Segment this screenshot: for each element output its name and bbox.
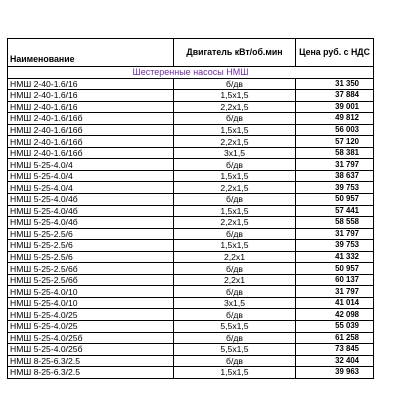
cell-name: НМШ 2-40-1.6/16	[8, 78, 174, 90]
cell-engine: б/дв	[174, 228, 296, 240]
cell-name: НМШ 5-25-2.5/6б	[8, 274, 174, 286]
cell-name: НМШ 5-25-4.0/25б	[8, 344, 174, 356]
table-row	[8, 286, 374, 298]
cell-engine: 3х1,5	[174, 147, 296, 159]
cell-name: НМШ 2-40-1.6/16б	[8, 124, 174, 136]
table-row	[8, 309, 374, 321]
cell-name: НМШ 5-25-4.0/10	[8, 297, 174, 309]
table-row	[8, 297, 374, 309]
cell-engine: 2,2х1	[174, 274, 296, 286]
cell-engine: 2,2х1,5	[174, 136, 296, 148]
cell-engine: 1,5х1,5	[174, 205, 296, 217]
cell-price: 41 332	[296, 251, 374, 263]
section-row	[8, 67, 374, 79]
table-row	[8, 251, 374, 263]
table-row	[8, 367, 374, 379]
cell-price: 58 558	[296, 217, 374, 229]
table-row	[8, 240, 374, 252]
cell-price: 31 797	[296, 228, 374, 240]
cell-engine: б/дв	[174, 286, 296, 298]
cell-name: НМШ 2-40-1.6/16б	[8, 147, 174, 159]
cell-engine: 2,2х1	[174, 251, 296, 263]
table-row	[8, 170, 374, 182]
cell-name: НМШ 5-25-4.0/4б	[8, 217, 174, 229]
cell-name: НМШ 5-25-2.5/6	[8, 240, 174, 252]
table-row	[8, 159, 374, 171]
cell-price: 61 258	[296, 332, 374, 344]
cell-engine: 1,5х1,5	[174, 170, 296, 182]
cell-price: 31 797	[296, 286, 374, 298]
price-table-container	[7, 38, 374, 379]
table-row	[8, 147, 374, 159]
cell-engine: б/дв	[174, 159, 296, 171]
cell-name: НМШ 5-25-4.0/4б	[8, 205, 174, 217]
cell-engine: б/дв	[174, 332, 296, 344]
cell-name: НМШ 2-40-1.6/16	[8, 101, 174, 113]
cell-engine: б/дв	[174, 113, 296, 125]
cell-name: НМШ 2-40-1.6/16	[8, 90, 174, 102]
table-row	[8, 263, 374, 275]
section-title: Шестеренные насосы НМШ	[8, 67, 374, 79]
cell-engine: б/дв	[174, 78, 296, 90]
table-header-row	[8, 39, 374, 67]
cell-engine: 5,5х1,5	[174, 321, 296, 333]
table-row	[8, 101, 374, 113]
cell-engine: 3х1,5	[174, 297, 296, 309]
table-row	[8, 344, 374, 356]
cell-price: 42 098	[296, 309, 374, 321]
table-row	[8, 321, 374, 333]
cell-engine: б/дв	[174, 194, 296, 206]
cell-engine: б/дв	[174, 355, 296, 367]
cell-engine: б/дв	[174, 309, 296, 321]
cell-name: НМШ 2-40-1.6/16б	[8, 136, 174, 148]
cell-price: 55 039	[296, 321, 374, 333]
cell-price: 31 350	[296, 78, 374, 90]
cell-name: НМШ 5-25-2.5/6	[8, 251, 174, 263]
table-row	[8, 124, 374, 136]
table-row	[8, 78, 374, 90]
cell-name: НМШ 8-25-6.3/2.5	[8, 367, 174, 379]
cell-engine: 2,2х1,5	[174, 217, 296, 229]
cell-name: НМШ 2-40-1.6/16б	[8, 113, 174, 125]
cell-engine: б/дв	[174, 263, 296, 275]
table-row	[8, 182, 374, 194]
cell-name: НМШ 5-25-4.0/4	[8, 159, 174, 171]
cell-price: 31 797	[296, 159, 374, 171]
cell-price: 50 957	[296, 194, 374, 206]
header-price: Цена руб. с НДС	[296, 39, 374, 67]
cell-price: 58 381	[296, 147, 374, 159]
table-row	[8, 355, 374, 367]
cell-engine: 1,5х1,5	[174, 90, 296, 102]
cell-price: 56 003	[296, 124, 374, 136]
header-name: Наименование	[8, 39, 174, 67]
header-engine: Двигатель кВт/об.мин	[174, 39, 296, 67]
table-row	[8, 90, 374, 102]
price-table	[7, 38, 374, 379]
cell-price: 50 957	[296, 263, 374, 275]
table-row	[8, 136, 374, 148]
cell-name: НМШ 5-25-4.0/25	[8, 321, 174, 333]
cell-engine: 1,5х1,5	[174, 367, 296, 379]
cell-price: 39 753	[296, 182, 374, 194]
table-row	[8, 194, 374, 206]
cell-price: 37 884	[296, 90, 374, 102]
cell-price: 38 637	[296, 170, 374, 182]
cell-engine: 2,2х1,5	[174, 101, 296, 113]
table-row	[8, 332, 374, 344]
cell-engine: 1,5х1,5	[174, 240, 296, 252]
cell-name: НМШ 5-25-2.5/6б	[8, 263, 174, 275]
cell-price: 39 963	[296, 367, 374, 379]
cell-price: 39 001	[296, 101, 374, 113]
cell-price: 57 120	[296, 136, 374, 148]
table-row	[8, 205, 374, 217]
cell-price: 39 753	[296, 240, 374, 252]
cell-price: 41 014	[296, 297, 374, 309]
cell-name: НМШ 8-25-6.3/2.5	[8, 355, 174, 367]
cell-engine: 1,5х1,5	[174, 124, 296, 136]
table-row	[8, 274, 374, 286]
cell-name: НМШ 5-25-4.0/25	[8, 309, 174, 321]
cell-name: НМШ 5-25-4.0/4	[8, 170, 174, 182]
table-row	[8, 228, 374, 240]
cell-name: НМШ 5-25-2.5/6	[8, 228, 174, 240]
cell-price: 49 812	[296, 113, 374, 125]
cell-name: НМШ 5-25-4.0/25б	[8, 332, 174, 344]
cell-price: 32 404	[296, 355, 374, 367]
table-row	[8, 217, 374, 229]
cell-price: 73 845	[296, 344, 374, 356]
cell-engine: 2,2х1,5	[174, 182, 296, 194]
cell-name: НМШ 5-25-4.0/4б	[8, 194, 174, 206]
cell-engine: 5,5х1,5	[174, 344, 296, 356]
cell-price: 57 441	[296, 205, 374, 217]
cell-price: 60 137	[296, 274, 374, 286]
table-row	[8, 113, 374, 125]
cell-name: НМШ 5-25-4.0/4	[8, 182, 174, 194]
cell-name: НМШ 5-25-4.0/10	[8, 286, 174, 298]
